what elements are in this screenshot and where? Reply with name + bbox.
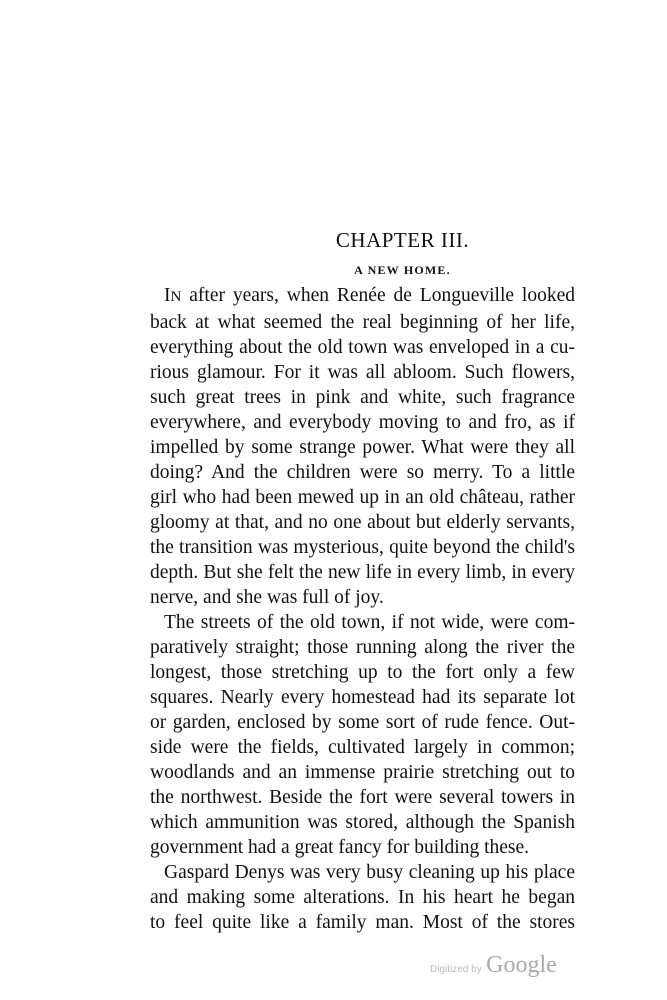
text-line	[150, 685, 575, 710]
text-line	[150, 410, 575, 435]
line-text: squares. Nearly every homestead had its separate lot	[150, 687, 575, 708]
line-text: doing? And the children were so merry. To a little	[150, 462, 575, 483]
text-line	[150, 485, 575, 510]
line-text: Gaspard Denys was very busy cleaning up his place	[164, 862, 575, 883]
text-line	[150, 560, 575, 585]
line-text: side were the fields, cultivated largely in common;	[150, 737, 575, 758]
text-line	[150, 460, 575, 485]
text-line	[150, 283, 575, 310]
text-line	[150, 335, 575, 360]
page-body-text	[150, 283, 575, 935]
drop-lead-word: IN	[164, 285, 182, 306]
text-line	[150, 710, 575, 735]
line-text: everything about the old town was enveloped in a cu-	[150, 337, 575, 358]
text-line	[150, 310, 575, 335]
line-text: The streets of the old town, if not wide, were com-	[164, 612, 575, 633]
line-text: such great trees in pink and white, such fragrance	[150, 387, 575, 408]
line-text: paratively straight; those running along the river the	[150, 637, 575, 658]
line-text: government had a great fancy for building these.	[150, 837, 530, 858]
text-line	[150, 860, 575, 885]
line-text: back at what seemed the real beginning of her life,	[150, 312, 575, 333]
text-line	[150, 510, 575, 535]
text-line	[150, 910, 575, 935]
line-text: girl who had been mewed up in an old château, rather	[150, 487, 575, 508]
line-text: impelled by some strange power. What were they all	[150, 437, 575, 458]
text-line	[150, 635, 575, 660]
text-line	[150, 610, 575, 635]
text-line	[150, 585, 575, 610]
text-line	[150, 735, 575, 760]
text-line	[150, 535, 575, 560]
text-line	[150, 360, 575, 385]
chapter-title: CHAPTER III.	[335, 228, 470, 252]
text-line	[150, 385, 575, 410]
line-text: to feel quite like a family man. Most of the stores	[150, 912, 575, 933]
line-text: longest, those stretching up to the fort only a few	[150, 662, 575, 683]
line-text: woodlands and an immense prairie stretching out to	[150, 762, 575, 783]
line-text: rious glamour. For it was all abloom. Such flowers,	[150, 362, 575, 383]
text-line	[150, 760, 575, 785]
line-text: everywhere, and everybody moving to and fro, as if	[150, 412, 575, 433]
line-text: which ammunition was stored, although the Spanish	[150, 812, 575, 833]
text-line	[150, 660, 575, 685]
chapter-subtitle: A NEW HOME.	[354, 263, 451, 277]
line-text: the northwest. Beside the fort were several towers in	[150, 787, 575, 808]
text-line	[150, 885, 575, 910]
google-logo: Google	[486, 952, 557, 978]
line-text: and making some alterations. In his heart he began	[150, 887, 575, 908]
text-line	[150, 785, 575, 810]
line-text: nerve, and she was full of joy.	[150, 587, 384, 608]
line-text: the transition was mysterious, quite beyond the child's	[150, 537, 575, 558]
text-line	[150, 835, 575, 860]
digitized-by-label: Digitized by	[430, 964, 482, 975]
text-line	[150, 435, 575, 460]
line-text: gloomy at that, and no one about but elderly servants,	[150, 512, 575, 533]
line-text: depth. But she felt the new life in every limb, in every	[150, 562, 575, 583]
line-text: after years, when Renée de Longueville looked	[189, 285, 576, 306]
digitized-watermark	[430, 952, 557, 979]
line-text: or garden, enclosed by some sort of rude fence. Out-	[150, 712, 575, 733]
text-line	[150, 810, 575, 835]
